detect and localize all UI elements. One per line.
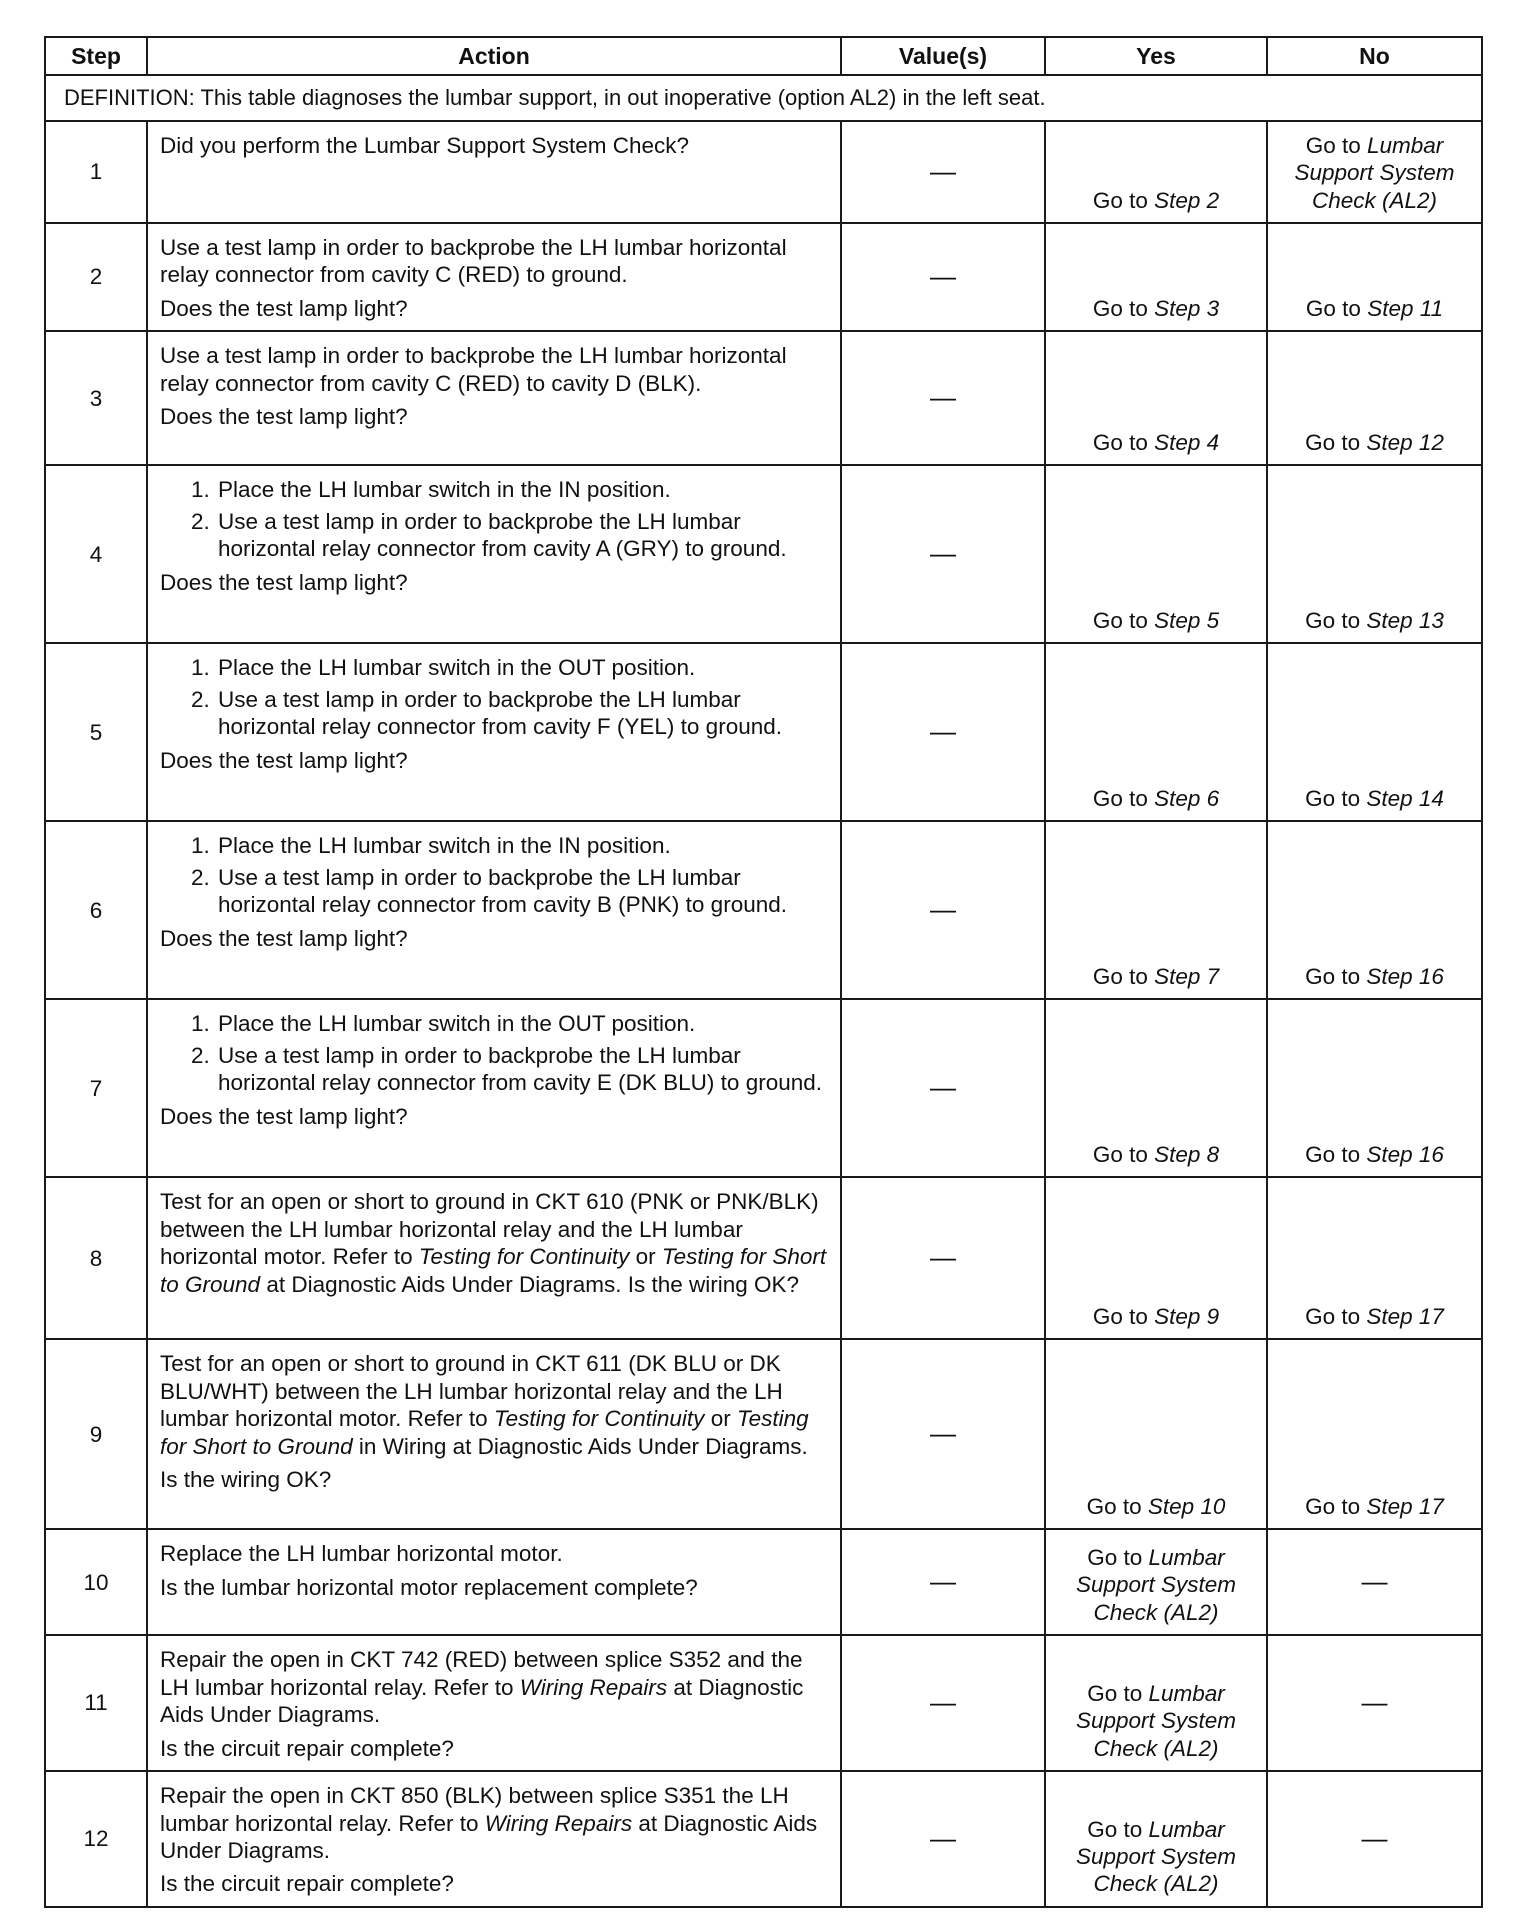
no-reference[interactable]: Step 17 [1366, 1493, 1444, 1519]
header-row [45, 37, 1482, 75]
yes-cell[interactable] [1045, 331, 1267, 465]
action-text-part: Repair the open in CKT 742 (RED) between splice S352 and the LH lumbar horizontal relay. Refer to [160, 1647, 803, 1700]
table-row [45, 821, 1482, 999]
table-row [45, 1771, 1482, 1907]
yes-prefix: Go to [1087, 1816, 1149, 1842]
yes-prefix: Go to [1092, 429, 1155, 455]
yes-reference[interactable]: Lumbar Support System Check (AL2) [1075, 1816, 1237, 1897]
list-item: 2. Use a test lamp in order to backprobe the LH lumbar horizontal relay connector from cavity A (GRY) to ground. [216, 508, 832, 563]
value-cell: — [841, 1771, 1045, 1907]
no-reference[interactable]: Step 14 [1366, 785, 1444, 811]
yes-prefix: Go to [1092, 187, 1155, 213]
reference-link[interactable]: Wiring Repairs [519, 1674, 668, 1700]
header-no: No [1267, 37, 1482, 75]
step-number: 12 [45, 1771, 147, 1907]
yes-reference[interactable]: Step 6 [1154, 785, 1220, 811]
no-prefix: Go to [1305, 963, 1367, 989]
yes-prefix: Go to [1087, 1680, 1149, 1706]
no-cell[interactable] [1267, 821, 1482, 999]
action-cell [147, 331, 841, 465]
value-cell: — [841, 223, 1045, 331]
action-text [160, 1350, 832, 1460]
table-row [45, 1339, 1482, 1529]
yes-cell[interactable] [1045, 643, 1267, 821]
table-row [45, 465, 1482, 643]
question-text: Is the circuit repair complete? [160, 1871, 454, 1897]
step-number: 1 [45, 121, 147, 223]
value-cell: — [841, 1339, 1045, 1529]
step-number: 7 [45, 999, 147, 1177]
value-cell: — [841, 1177, 1045, 1339]
step-number: 2 [45, 223, 147, 331]
no-prefix: Go to [1305, 1303, 1367, 1329]
no-reference[interactable]: Step 13 [1366, 607, 1444, 633]
action-steps-list [160, 1010, 832, 1096]
yes-cell[interactable] [1045, 1529, 1267, 1635]
yes-cell[interactable] [1045, 821, 1267, 999]
table-row [45, 1529, 1482, 1635]
no-cell[interactable] [1267, 1177, 1482, 1339]
question-text: Does the test lamp light? [160, 1103, 408, 1129]
reference-link[interactable]: Testing for Short to Ground [160, 1406, 809, 1459]
no-cell[interactable] [1267, 643, 1482, 821]
value-cell: — [841, 1529, 1045, 1635]
action-text-part: at Diagnostic Aids Under Diagrams. [160, 1674, 804, 1728]
yes-cell[interactable] [1045, 1177, 1267, 1339]
yes-prefix: Go to [1092, 295, 1155, 321]
reference-link[interactable]: Testing for Continuity [418, 1244, 630, 1270]
list-item: 1. Place the LH lumbar switch in the IN position. [216, 476, 832, 503]
yes-reference[interactable]: Step 8 [1154, 1141, 1220, 1167]
action-text-part: or [629, 1244, 662, 1270]
yes-reference[interactable]: Step 5 [1154, 607, 1220, 633]
yes-cell[interactable] [1045, 1635, 1267, 1771]
no-cell: — [1267, 1635, 1482, 1771]
action-text-part: Test for an open or short to ground in CKT 610 (PNK or PNK/BLK) between the LH lumbar horizontal relay and the LH lumbar horizontal motor. Refer to [160, 1189, 819, 1270]
step-number: 8 [45, 1177, 147, 1339]
no-cell[interactable] [1267, 121, 1482, 223]
reference-link[interactable]: Testing for Continuity [493, 1406, 705, 1432]
action-text-part: Test for an open or short to ground in CKT 611 (DK BLU or DK BLU/WHT) between the LH lumbar horizontal relay and the LH lumbar horizontal motor. Refer to [160, 1351, 783, 1432]
no-cell[interactable] [1267, 1339, 1482, 1529]
action-cell [147, 643, 841, 821]
header-values: Value(s) [841, 37, 1045, 75]
yes-prefix: Go to [1092, 1303, 1155, 1329]
yes-cell[interactable] [1045, 121, 1267, 223]
yes-cell[interactable] [1045, 999, 1267, 1177]
table-row [45, 1177, 1482, 1339]
no-prefix: Go to [1305, 1493, 1367, 1519]
no-prefix: Go to [1305, 1141, 1367, 1167]
step-number: 4 [45, 465, 147, 643]
action-cell [147, 999, 841, 1177]
question-text: Does the test lamp light? [160, 404, 408, 430]
action-text: Use a test lamp in order to backprobe the LH lumbar horizontal relay connector from cavity C (RED) to ground. [160, 235, 787, 288]
action-cell [147, 465, 841, 643]
no-cell[interactable] [1267, 999, 1482, 1177]
value-cell: — [841, 643, 1045, 821]
table-row [45, 643, 1482, 821]
yes-cell[interactable] [1045, 223, 1267, 331]
no-cell[interactable] [1267, 223, 1482, 331]
definition-text: DEFINITION: This table diagnoses the lumbar support, in out inoperative (option AL2) in the left seat. [45, 75, 1482, 121]
list-item: 1. Place the LH lumbar switch in the OUT position. [216, 1010, 832, 1037]
value-cell: — [841, 999, 1045, 1177]
question-text: Does the test lamp light? [160, 925, 408, 951]
table-row [45, 999, 1482, 1177]
yes-reference[interactable]: Lumbar Support System Check (AL2) [1075, 1680, 1237, 1761]
table-row [45, 121, 1482, 223]
yes-prefix: Go to [1092, 963, 1155, 989]
question-text: Is the circuit repair complete? [160, 1735, 454, 1761]
action-text-part: Repair the open in CKT 850 (BLK) between splice S351 the LH lumbar horizontal relay. Refer to [160, 1783, 789, 1836]
no-reference[interactable]: Step 12 [1366, 429, 1444, 455]
action-cell [147, 1529, 841, 1635]
step-number: 9 [45, 1339, 147, 1529]
list-item: 2. Use a test lamp in order to backprobe the LH lumbar horizontal relay connector from cavity E (DK BLU) to ground. [216, 1042, 832, 1097]
question-text: Did you perform the Lumbar Support System Check? [160, 133, 689, 158]
action-text: Use a test lamp in order to backprobe the LH lumbar horizontal relay connector from cavity C (RED) to cavity D (BLK). [160, 343, 787, 396]
action-text [160, 1646, 832, 1728]
value-cell: — [841, 121, 1045, 223]
table-row [45, 1635, 1482, 1771]
no-prefix: Go to [1305, 132, 1367, 158]
reference-link[interactable]: Wiring Repairs [484, 1810, 633, 1836]
header-yes: Yes [1045, 37, 1267, 75]
yes-prefix: Go to [1092, 607, 1155, 633]
no-reference[interactable]: Step 17 [1366, 1303, 1444, 1329]
no-reference[interactable]: Step 11 [1367, 295, 1444, 321]
no-reference[interactable]: Lumbar Support System Check (AL2) [1294, 132, 1455, 213]
yes-reference[interactable]: Step 2 [1154, 187, 1220, 213]
no-cell: — [1267, 1529, 1482, 1635]
list-item: 2. Use a test lamp in order to backprobe the LH lumbar horizontal relay connector from cavity F (YEL) to ground. [216, 686, 832, 741]
action-cell [147, 223, 841, 331]
action-text-part: or [704, 1406, 737, 1432]
no-reference[interactable]: Step 16 [1366, 963, 1444, 989]
value-cell: — [841, 465, 1045, 643]
table-row [45, 331, 1482, 465]
yes-prefix: Go to [1092, 785, 1155, 811]
yes-reference[interactable]: Lumbar Support System Check (AL2) [1075, 1545, 1237, 1625]
list-item: 2. Use a test lamp in order to backprobe the LH lumbar horizontal relay connector from cavity B (PNK) to ground. [216, 864, 832, 919]
no-prefix: Go to [1305, 607, 1367, 633]
action-cell [147, 1771, 841, 1907]
step-number: 10 [45, 1529, 147, 1635]
question-text: Does the test lamp light? [160, 295, 408, 321]
action-text-part: at Diagnostic Aids Under Diagrams. [160, 1810, 818, 1863]
question-text: Is the lumbar horizontal motor replacement complete? [160, 1574, 698, 1600]
reference-link[interactable]: Testing for Short to Ground [160, 1244, 827, 1297]
no-prefix: Go to [1305, 429, 1367, 455]
action-steps-list [160, 832, 832, 918]
header-action: Action [147, 37, 841, 75]
yes-reference[interactable]: Step 9 [1154, 1303, 1220, 1329]
diagnostic-table [44, 36, 1483, 1908]
value-cell: — [841, 331, 1045, 465]
no-prefix: Go to [1305, 785, 1367, 811]
definition-row [45, 75, 1482, 121]
no-reference[interactable]: Step 16 [1366, 1141, 1444, 1167]
question-text: Does the test lamp light? [160, 569, 408, 595]
no-cell[interactable] [1267, 465, 1482, 643]
question-text: Is the wiring OK? [160, 1467, 332, 1493]
no-cell[interactable] [1267, 331, 1482, 465]
step-number: 11 [45, 1635, 147, 1771]
action-text-part: in Wiring at Diagnostic Aids Under Diagrams. [352, 1433, 808, 1459]
action-text: Replace the LH lumbar horizontal motor. [160, 1541, 563, 1567]
yes-cell[interactable] [1045, 1771, 1267, 1907]
question-text: Does the test lamp light? [160, 747, 408, 773]
action-cell [147, 1177, 841, 1339]
action-cell [147, 121, 841, 223]
action-cell [147, 1339, 841, 1529]
action-steps-list [160, 654, 832, 740]
yes-cell[interactable] [1045, 465, 1267, 643]
value-cell: — [841, 1635, 1045, 1771]
action-text [160, 1782, 832, 1864]
action-text [160, 1188, 832, 1298]
yes-reference[interactable]: Step 4 [1154, 429, 1220, 455]
header-step: Step [45, 37, 147, 75]
yes-prefix: Go to [1087, 1545, 1149, 1570]
yes-prefix: Go to [1092, 1141, 1155, 1167]
action-cell [147, 821, 841, 999]
step-number: 6 [45, 821, 147, 999]
yes-cell[interactable] [1045, 1339, 1267, 1529]
action-cell [147, 1635, 841, 1771]
yes-reference[interactable]: Step 7 [1154, 963, 1220, 989]
value-cell: — [841, 821, 1045, 999]
step-number: 5 [45, 643, 147, 821]
action-text-part: at Diagnostic Aids Under Diagrams. Is the wiring OK? [260, 1271, 800, 1297]
yes-prefix: Go to [1086, 1493, 1148, 1519]
yes-reference[interactable]: Step 3 [1154, 295, 1220, 321]
step-number: 3 [45, 331, 147, 465]
list-item: 1. Place the LH lumbar switch in the IN position. [216, 832, 832, 859]
action-steps-list [160, 476, 832, 562]
no-prefix: Go to [1305, 295, 1368, 321]
yes-reference[interactable]: Step 10 [1147, 1493, 1226, 1519]
list-item: 1. Place the LH lumbar switch in the OUT position. [216, 654, 832, 681]
table-row [45, 223, 1482, 331]
no-cell: — [1267, 1771, 1482, 1907]
